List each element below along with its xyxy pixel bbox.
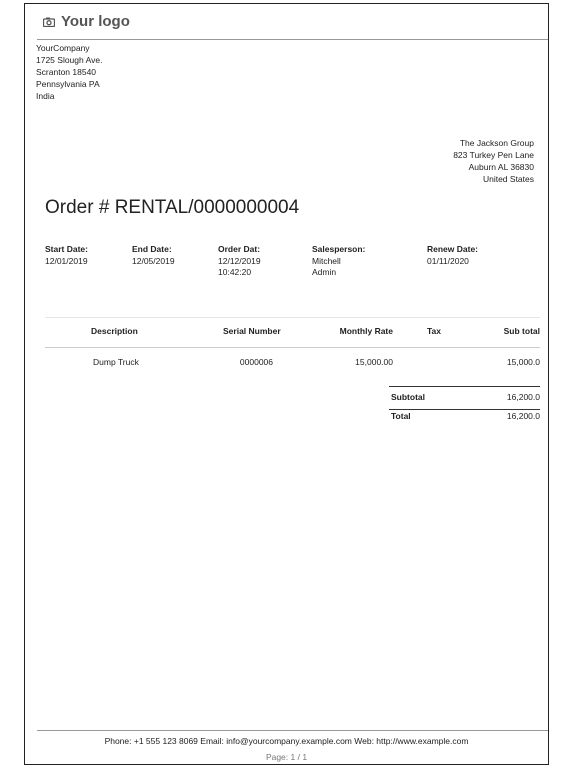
col-monthly-rate: Monthly Rate — [339, 326, 393, 336]
table-header-divider — [45, 347, 540, 348]
customer-street: 823 Turkey Pen Lane — [453, 150, 534, 160]
company-logo — [43, 13, 130, 30]
order-time-value: 10:42:20 — [218, 267, 252, 277]
row-monthly-rate: 15,000.00 — [355, 357, 393, 367]
order-date-value: 12/12/2019 — [218, 255, 261, 266]
camera-icon — [43, 17, 55, 27]
start-date-label: Start Date: — [45, 244, 88, 254]
company-country: India — [36, 91, 55, 101]
company-address — [36, 42, 103, 102]
table-top-divider — [45, 317, 540, 318]
order-date-label: Order Dat: — [218, 244, 261, 254]
col-description: Description — [91, 326, 138, 336]
total-divider — [389, 409, 540, 410]
footer-divider — [37, 730, 548, 731]
order-date-block — [218, 244, 261, 279]
company-street: 1725 Slough Ave. — [36, 55, 103, 65]
company-name: YourCompany — [36, 43, 90, 53]
salesperson-block — [312, 244, 365, 279]
total-value: 16,200.0 — [506, 411, 540, 421]
end-date-label: End Date: — [132, 244, 172, 254]
salesperson-last: Admin — [312, 267, 337, 277]
order-title: Order # RENTAL/0000000004 — [45, 197, 300, 218]
end-date-value: 12/05/2019 — [132, 255, 175, 266]
company-city: Scranton 18540 — [36, 67, 97, 77]
row-serial-number: 0000006 — [239, 357, 273, 367]
end-date-block — [132, 244, 175, 267]
renew-date-label: Renew Date: — [427, 244, 479, 254]
customer-name: The Jackson Group — [459, 138, 534, 148]
row-description: Dump Truck — [93, 357, 139, 367]
customer-city: Auburn AL 36830 — [468, 162, 534, 172]
renew-date-block — [427, 244, 478, 267]
start-date-block — [45, 244, 88, 267]
logo-text: Your logo — [61, 13, 130, 30]
salesperson-first: Mitchell — [312, 255, 341, 266]
col-serial-number: Serial Number — [223, 326, 281, 336]
subtotal-divider — [389, 386, 540, 387]
salesperson-label: Salesperson: — [312, 244, 366, 254]
renew-date-value: 01/11/2020 — [427, 255, 469, 266]
page-number: Page: 1 / 1 — [265, 752, 308, 762]
subtotal-value: 16,200.0 — [506, 392, 540, 402]
total-label: Total — [391, 411, 411, 421]
company-state: Pennsylvania PA — [36, 79, 100, 89]
header-divider — [37, 39, 548, 40]
customer-address — [453, 137, 534, 185]
customer-country: United States — [482, 174, 534, 184]
row-subtotal: 15,000.0 — [506, 357, 540, 367]
start-date-value: 12/01/2019 — [45, 255, 88, 266]
invoice-page — [24, 3, 549, 765]
col-tax: Tax — [427, 326, 442, 336]
subtotal-label: Subtotal — [391, 392, 425, 402]
footer-contact: Phone: +1 555 123 8069 Email: info@yourcompany.example.com Web: http://www.example.com — [104, 736, 469, 746]
col-subtotal: Sub total — [503, 326, 540, 336]
